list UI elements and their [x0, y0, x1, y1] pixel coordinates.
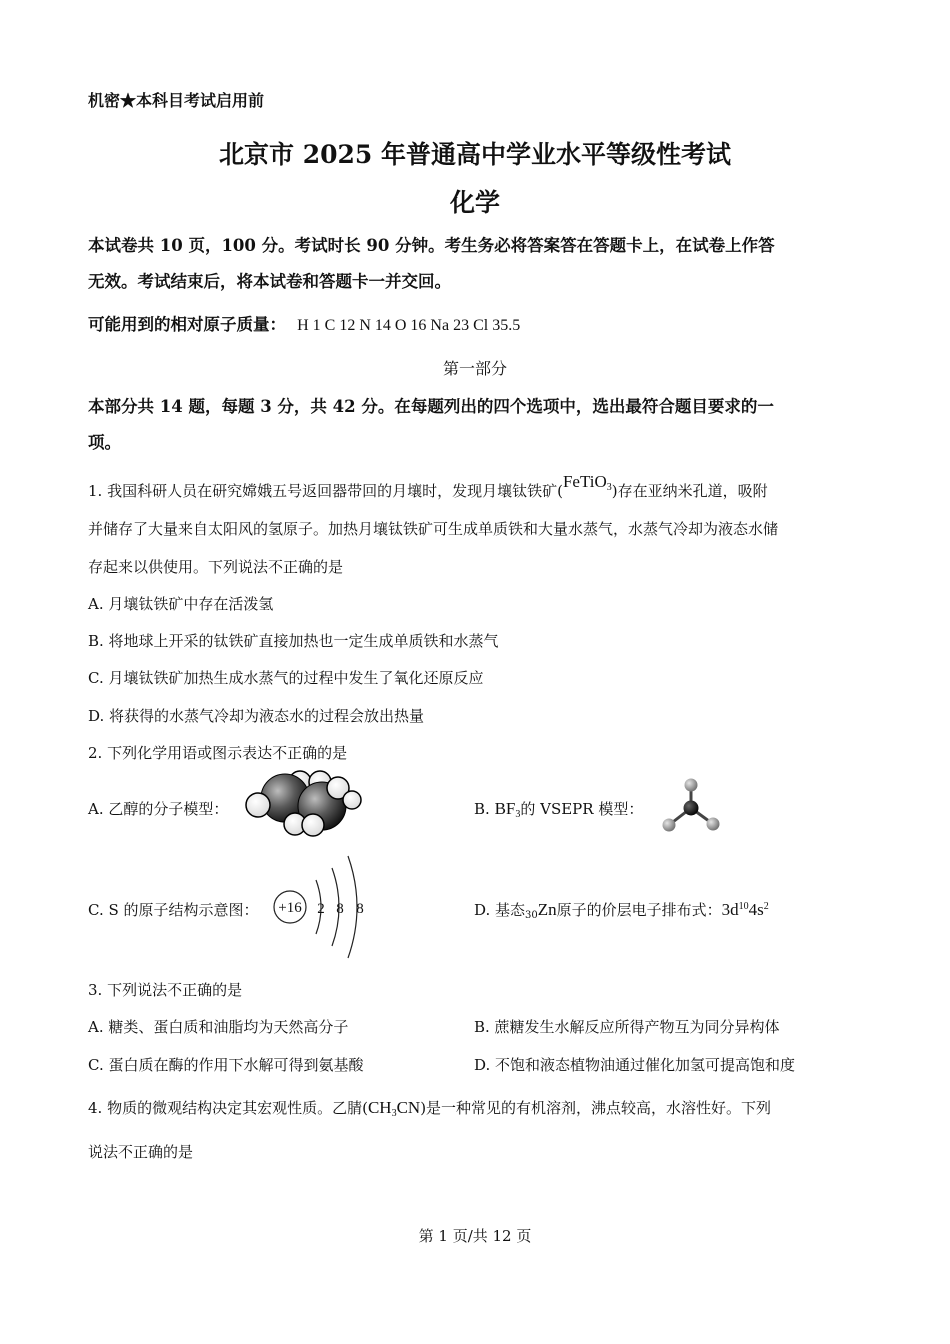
q2-stem: 2. 下列化学用语或图示表达不正确的是	[88, 744, 348, 762]
atomic-mass-values: H 1 C 12 N 14 O 16 Na 23 Cl 35.5	[297, 317, 521, 334]
zn-symbol: Zn	[537, 900, 557, 919]
shell-1-electrons: 2	[317, 901, 325, 917]
q1-option-a: A. 月壤钛铁矿中存在活泼氢	[88, 595, 274, 613]
q1-option-b: B. 将地球上开采的钛铁矿直接加热也一定生成单质铁和水蒸气	[88, 632, 499, 650]
q3-option-c: C. 蛋白质在酶的作用下水解可得到氨基酸	[88, 1056, 364, 1074]
atomic-mass-row	[88, 311, 520, 335]
q1-formula: FeTiO$_3$	[562, 472, 612, 493]
nucleus-charge: +16	[278, 900, 302, 916]
q4-stem-line-2: 说法不正确的是	[88, 1143, 194, 1161]
q1-stem-line-2: 并储存了大量来自太阳风的氢原子。加热月壤钛铁矿可生成单质铁和大量水蒸气，水蒸气冷却为液态水储	[88, 520, 779, 538]
q1-option-c: C. 月壤钛铁矿加热生成水蒸气的过程中发生了氧化还原反应	[88, 669, 484, 687]
atomic-mass-label: 可能用到的相对原子质量：	[88, 315, 286, 334]
q2-option-d-label: D. 基态$_{30}$Zn原子的价层电子排布式：$3d^{10}4s^2$	[474, 900, 769, 921]
instructions-line-2: 无效。考试结束后，将本试卷和答题卡一并交回。	[88, 272, 451, 291]
part1-title: 第一部分	[442, 359, 507, 378]
q1-stem-line-1	[88, 472, 768, 502]
subject-title: 化学	[449, 188, 500, 217]
shell-3-electrons: 8	[356, 901, 364, 917]
q2-option-b-label: B. $BF_3$的 VSEPR 模型：	[474, 799, 644, 820]
bf3-formula: $BF_3$	[494, 799, 521, 820]
ethanol-model-figure	[240, 768, 365, 840]
q1-stem-b: )存在亚纳米孔道，吸附	[611, 482, 768, 500]
bf3-vsepr-model-figure	[658, 775, 724, 837]
q1-stem-a: 1. 我国科研人员在研究嫦娥五号返回器带回的月壤时，发现月壤钛铁矿(	[88, 482, 563, 500]
q2-option-a-label: A. 乙醇的分子模型：	[88, 800, 229, 818]
instructions-line-1: 本试卷共 10 页，100 分。考试时长 90 分钟。考生务必将答案答在答题卡上，在试卷上作答	[88, 236, 775, 255]
q1-stem-line-3: 存起来以供使用。下列说法不正确的是	[88, 558, 344, 576]
q4-stem-line-1: 4. 物质的微观结构决定其宏观性质。乙腈$(CH_3CN)$是一种常见的有机溶剂，沸点较高，水溶性好。下列	[88, 1098, 772, 1119]
part1-desc-line-2: 项。	[88, 433, 121, 452]
q3-option-b: B. 蔗糖发生水解反应所得产物互为同分异构体	[474, 1018, 780, 1036]
q3-stem: 3. 下列说法不正确的是	[88, 981, 243, 999]
q2-option-c-label: C. S 的原子结构示意图：	[88, 901, 259, 919]
part1-desc-line-1: 本部分共 14 题，每题 3 分，共 42 分。在每题列出的四个选项中，选出最符合题目要求的一	[88, 397, 774, 416]
page-footer: 第 1 页/共 12 页	[418, 1227, 532, 1245]
q1-option-d: D. 将获得的水蒸气冷却为液态水的过程会放出热量	[88, 707, 425, 725]
exam-title: 北京市 2025 年普通高中学业水平等级性考试	[219, 140, 731, 169]
zn-electron-config: $3d^{10}4s^2$	[721, 900, 769, 919]
q3-option-a: A. 糖类、蛋白质和油脂均为天然高分子	[88, 1018, 349, 1036]
sulfur-atom-structure-figure	[268, 852, 380, 962]
shell-2-electrons: 8	[336, 901, 344, 917]
confidential-label: 机密★本科目考试启用前	[88, 91, 265, 110]
q3-option-d: D. 不饱和液态植物油通过催化加氢可提高饱和度	[474, 1056, 796, 1074]
acetonitrile-formula: $CH_3CN$	[367, 1098, 421, 1119]
